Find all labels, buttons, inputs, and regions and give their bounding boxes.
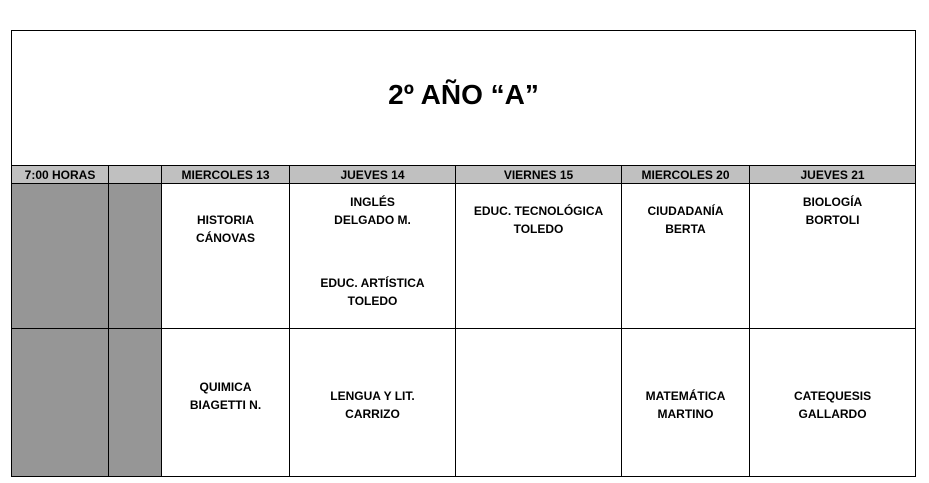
teacher-label: BERTA bbox=[665, 222, 706, 236]
day-header: JUEVES 21 bbox=[750, 166, 916, 184]
subject-label: BIOLOGÍA bbox=[802, 195, 863, 209]
class-cell bbox=[456, 184, 622, 329]
slot-cell bbox=[109, 184, 162, 329]
subject-label: INGLÉS bbox=[350, 195, 395, 209]
class-cell bbox=[622, 184, 750, 329]
day-header: MIERCOLES 20 bbox=[622, 166, 750, 184]
day-header: JUEVES 14 bbox=[290, 166, 456, 184]
class-cell bbox=[290, 184, 456, 329]
teacher-label: GALLARDO bbox=[798, 406, 867, 421]
subject-label: HISTORIA bbox=[196, 213, 255, 227]
page-title: 2º AÑO “A” bbox=[12, 31, 916, 166]
class-cell bbox=[290, 329, 456, 477]
subject-label: EDUC. TECNOLÓGICA bbox=[473, 204, 604, 218]
teacher-label: CARRIZO bbox=[345, 406, 400, 421]
schedule-row bbox=[12, 184, 916, 329]
teacher-label: TOLEDO bbox=[513, 222, 564, 236]
teacher-label: BORTOLI bbox=[805, 213, 860, 227]
subject-label: LENGUA Y LIT. bbox=[330, 388, 415, 403]
class-cell bbox=[162, 184, 290, 329]
teacher-label: CÁNOVAS bbox=[195, 231, 256, 245]
schedule-row bbox=[12, 329, 916, 477]
subject-label: EDUC. ARTÍSTICA bbox=[320, 276, 425, 290]
subject-label: CIUDADANÍA bbox=[647, 204, 724, 218]
time-header: 7:00 HORAS bbox=[12, 166, 109, 184]
class-cell bbox=[456, 329, 622, 477]
day-header: MIERCOLES 13 bbox=[162, 166, 290, 184]
class-cell bbox=[750, 329, 916, 477]
slot-cell bbox=[109, 329, 162, 477]
class-cell bbox=[622, 329, 750, 477]
subject-label: CATEQUESIS bbox=[793, 388, 872, 403]
time-slot-cell bbox=[12, 184, 109, 329]
class-cell bbox=[750, 184, 916, 329]
subject-label: MATEMÁTICA bbox=[645, 388, 726, 403]
teacher-label: BIAGETTI N. bbox=[189, 397, 262, 412]
schedule-table bbox=[11, 30, 916, 477]
teacher-label: MARTINO bbox=[657, 406, 714, 421]
time-slot-cell bbox=[12, 329, 109, 477]
subject-label: QUIMICA bbox=[199, 379, 252, 394]
header-row bbox=[12, 166, 916, 184]
day-header: VIERNES 15 bbox=[456, 166, 622, 184]
blank-header bbox=[109, 166, 162, 184]
teacher-label: TOLEDO bbox=[347, 294, 398, 308]
class-cell bbox=[162, 329, 290, 477]
teacher-label: DELGADO M. bbox=[334, 213, 411, 227]
